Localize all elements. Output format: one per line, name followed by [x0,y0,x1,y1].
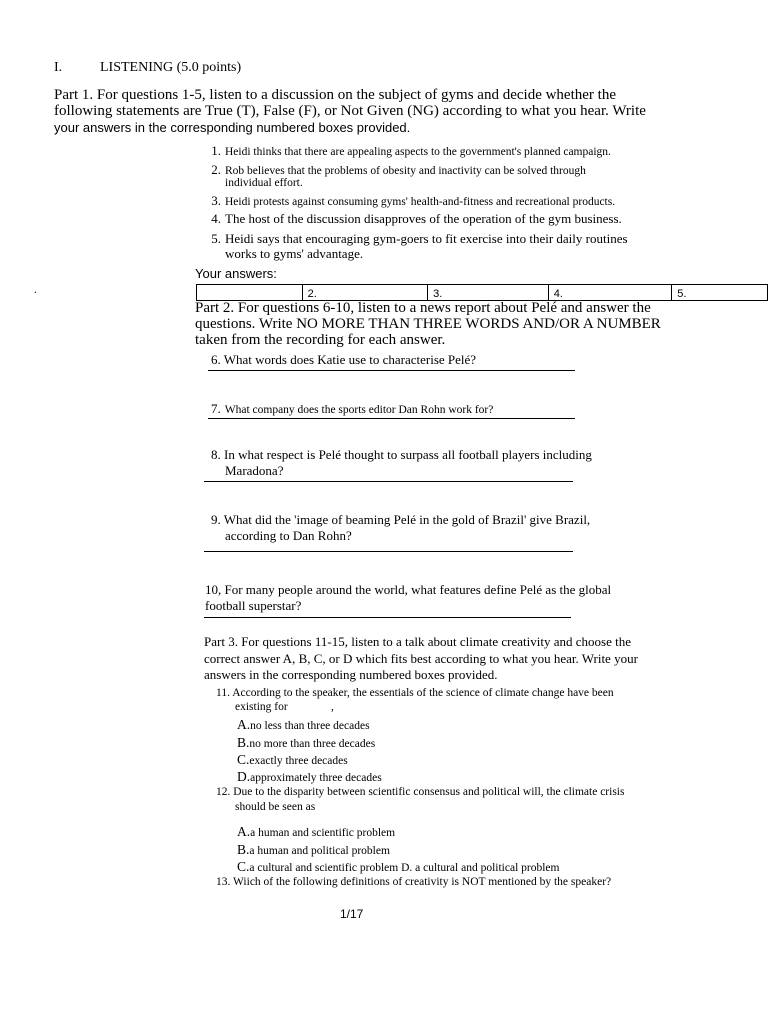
part1-item [207,210,622,228]
question-12-line1: 12. Due to the disparity between scientific consensus and political will, the climate crisis [216,786,625,798]
item-text: Heidi says that encouraging gym-goers to fit exercise into their daily routines [225,231,628,246]
answers-label: Your answers: [195,266,277,281]
page-number: 1/17 [340,907,364,921]
question-text: What company does the sports editor Dan Rohn work for? [224,404,494,416]
option-text: no more than three decades [249,738,376,750]
question-number: 7. [211,401,221,416]
answer-box-2[interactable]: 2. [302,285,428,301]
question-9-line1: 9. What did the 'image of beaming Pelé in the gold of Brazil' give Brazil, [211,512,591,527]
option-11-d[interactable] [237,768,382,786]
option-12-b[interactable] [237,841,390,859]
option-text: exactly three decades [249,755,348,767]
item-text-continued: individual effort. [225,177,303,189]
option-text: no less than three decades [250,720,370,732]
question-11-line1: 11. According to the speaker, the essentials of the science of climate change have been [216,687,614,699]
part1-item [207,142,611,160]
question-11-blank-comma: , [331,701,334,713]
question-8-line1: 8. In what respect is Pelé thought to surpass all football players including [211,447,592,462]
item-number: 1. [211,143,221,158]
item-number: 3. [211,193,221,208]
answer-line-8[interactable] [204,481,573,482]
question-9-line2: according to Dan Rohn? [225,528,352,543]
answer-line-9[interactable] [204,551,573,552]
item-number: 2. [211,162,221,177]
question-8-line2: Maradona? [225,463,284,478]
option-letter: A. [237,717,251,732]
answer-box-1[interactable] [197,285,303,301]
option-text: a human and scientific problem [250,827,396,839]
part3-instruction-line1: Part 3. For questions 11-15, listen to a talk about climate creativity and choose the [204,634,631,649]
part1-item [207,192,615,210]
part3-instruction-line3: answers in the corresponding numbered boxes provided. [204,667,498,682]
answer-line-7[interactable] [208,418,575,419]
question-13: 13. Wiich of the following definitions of creativity is NOT mentioned by the speaker? [216,876,612,888]
part1-instruction-line1: Part 1. For questions 1-5, listen to a discussion on the subject of gyms and decide whether the [54,87,616,103]
item-text: Rob believes that the problems of obesity and inactivity can be solved through [225,165,586,177]
part2-instruction-line2: questions. Write NO MORE THAN THREE WORDS AND/OR A NUMBER [195,316,661,332]
question-6: 6. What words does Katie use to characterise Pelé? [211,352,477,367]
part1-instruction-line2: following statements are True (T), False (F), or Not Given (NG) according to what you hear. Write [54,103,646,119]
item-text: Heidi thinks that there are appealing aspects to the government's planned campaign. [225,146,611,158]
option-letter: B. [237,735,250,750]
answer-line-10[interactable] [204,617,571,618]
section-number: I. [54,60,63,75]
answer-table [196,284,768,301]
option-12-a[interactable] [237,823,395,841]
option-text: a cultural and scientific problem D. a cultural and political problem [249,862,560,874]
section-title: LISTENING (5.0 points) [100,60,242,75]
option-11-b[interactable] [237,734,375,752]
option-text: a human and political problem [249,845,390,857]
item-number: 5. [211,231,221,246]
part2-instruction-line3: taken from the recording for each answer. [195,332,446,348]
answer-box-3[interactable]: 3. [428,285,549,301]
option-letter: C. [237,752,250,767]
answer-line-6[interactable] [208,370,575,371]
option-letter: D. [237,769,251,784]
option-text: approximately three decades [250,772,382,784]
question-10-line2: football superstar? [205,598,302,613]
option-letter: A. [237,824,251,839]
option-letter: C. [237,859,250,874]
item-text-continued: works to gyms' advantage. [225,246,364,261]
part2-instruction-line1: Part 2. For questions 6-10, listen to a news report about Pelé and answer the [195,300,651,316]
part3-instruction-line2: correct answer A, B, C, or D which fits best according to what you hear. Write your [204,651,638,666]
question-12-line2: should be seen as [235,801,316,813]
question-11-line2: existing for [235,701,288,713]
option-letter: B. [237,842,250,857]
option-11-c[interactable] [237,751,348,769]
item-number: 4. [211,211,221,226]
part1-instruction-line3: your answers in the corresponding numbered boxes provided. [54,120,411,135]
item-text: Heidi protests against consuming gyms' health-and-fitness and recreational products. [225,196,616,208]
option-11-a[interactable] [237,716,370,734]
question-10-line1: 10, For many people around the world, what features define Pelé as the global [205,582,612,597]
item-text: The host of the discussion disapproves of the operation of the gym business. [225,211,622,226]
stray-mark: . [34,284,37,296]
option-12-c[interactable] [237,858,559,876]
answer-box-4[interactable]: 4. [548,285,672,301]
question-7 [211,400,493,418]
answer-box-5[interactable]: 5. [672,285,768,301]
